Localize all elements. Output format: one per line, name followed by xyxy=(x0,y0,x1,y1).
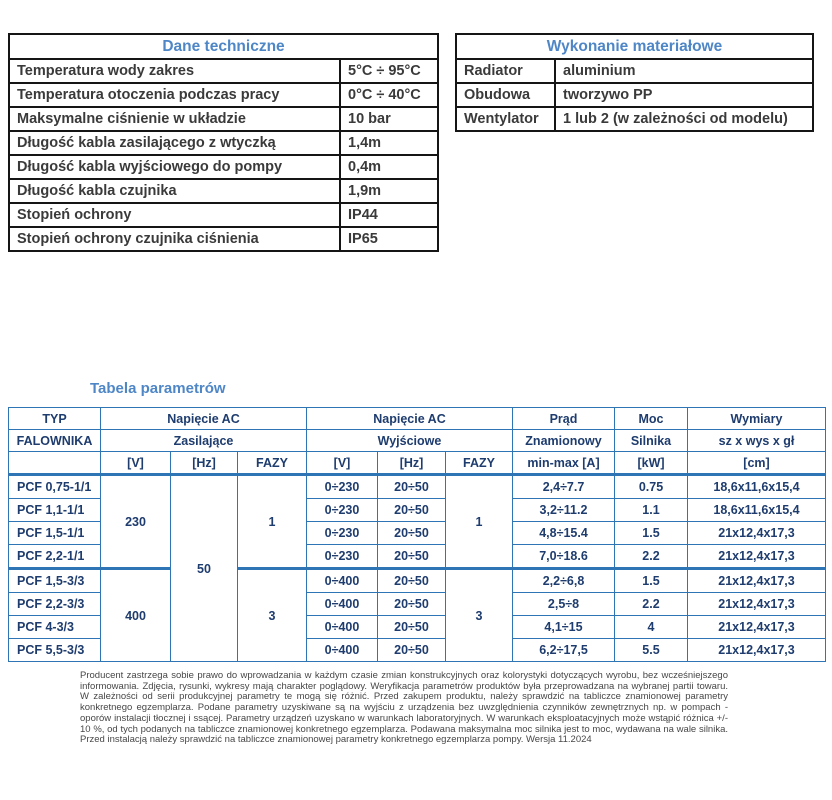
materials-table-header-row xyxy=(456,34,813,59)
technical-table-title: Dane techniczne xyxy=(9,34,438,59)
technical-row-label: Stopień ochrony czujnika ciśnienia xyxy=(9,227,340,251)
unit-supply-phases: FAZY xyxy=(238,452,307,475)
materials-row xyxy=(456,83,813,107)
disclaimer-text: Producent zastrzega sobie prawo do wprowadzania w każdym czasie zmian konstrukcyjnych oraz kolorystyki dotyczących wyrobu, bez wcześniejszego informowania. Zdjęcia, rysunki, wykresy mają charakter poglądowy. Weryfikacja parametrów produktów była przeprowadzana na wybranej partii towaru. W zależności od serii produkcyjnej parametry te mogą się różnić. Przed zakupem produktu, należy sprawdzić na tabliczce znamionowej parametry konkretnego egzemplarza. Podane parametry uzyskiwane są na wyjściu z urządzenia bez uwzględnienia czynników zewnętrznych np. w pompach - oporów instalacji tłocznej i ssącej. Parametry urządzeń uzyskano w warunkach laboratoryjnych. W warunkach eksploatacyjnych może wstąpić różnica +/- 10 %, od tych podanych na tabliczce znamionowej konkretnego egzemplarza. Podawana maksymalna moc silnika jest to moc, wydawana na wale silnika. Przed instalacją należy sprawdzić na tabliczce znamionowej parametry konkretnego egzemplarza pompy. Wersja 11.2024 xyxy=(80,670,728,746)
param-header-row-2 xyxy=(9,430,826,452)
param-header-units-row xyxy=(9,452,826,475)
param-header-row-1 xyxy=(9,408,826,430)
materials-table xyxy=(455,33,814,132)
param-output-voltage: 0÷230 xyxy=(307,499,378,522)
technical-data-table xyxy=(8,33,439,252)
technical-row xyxy=(9,131,438,155)
technical-row-label: Stopień ochrony xyxy=(9,203,340,227)
param-current-range: 2,5÷8 xyxy=(513,593,615,616)
param-motor-power: 1.1 xyxy=(615,499,688,522)
parameters-table-title: Tabela parametrów xyxy=(90,380,226,397)
materials-row-value: aluminium xyxy=(555,59,813,83)
param-current-range: 6,2÷17,5 xyxy=(513,639,615,662)
technical-row-label: Długość kabla wyjściowego do pompy xyxy=(9,155,340,179)
technical-row-label: Maksymalne ciśnienie w układzie xyxy=(9,107,340,131)
param-output-frequency: 20÷50 xyxy=(378,616,446,639)
technical-row xyxy=(9,227,438,251)
param-dimensions: 21x12,4x17,3 xyxy=(688,639,826,662)
param-typ: PCF 1,1-1/1 xyxy=(9,499,101,522)
param-supply-phases: 1 xyxy=(238,475,307,569)
technical-row xyxy=(9,107,438,131)
param-output-frequency: 20÷50 xyxy=(378,639,446,662)
param-current-range: 4,8÷15.4 xyxy=(513,522,615,545)
header-current-label: Znamionowy xyxy=(513,430,615,452)
unit-current-range: min-max [A] xyxy=(513,452,615,475)
param-output-frequency: 20÷50 xyxy=(378,593,446,616)
technical-row-label: Temperatura otoczenia podczas pracy xyxy=(9,83,340,107)
header-current: Prąd xyxy=(513,408,615,430)
param-motor-power: 2.2 xyxy=(615,545,688,569)
param-supply-phases: 3 xyxy=(238,569,307,662)
header-supply-voltage: Napięcie AC xyxy=(101,408,307,430)
technical-row-value: IP44 xyxy=(340,203,438,227)
param-motor-power: 1.5 xyxy=(615,522,688,545)
parameters-table xyxy=(8,407,826,662)
header-power-label: Silnika xyxy=(615,430,688,452)
param-supply-voltage: 230 xyxy=(101,475,171,569)
technical-row-value: 10 bar xyxy=(340,107,438,131)
param-dimensions: 18,6x11,6x15,4 xyxy=(688,499,826,522)
technical-row-label: Temperatura wody zakres xyxy=(9,59,340,83)
technical-row xyxy=(9,59,438,83)
materials-row-label: Obudowa xyxy=(456,83,555,107)
param-dimensions: 21x12,4x17,3 xyxy=(688,545,826,569)
param-current-range: 2,4÷7.7 xyxy=(513,475,615,499)
technical-row-value: 0°C ÷ 40°C xyxy=(340,83,438,107)
param-supply-voltage: 400 xyxy=(101,569,171,662)
param-output-voltage: 0÷400 xyxy=(307,569,378,593)
param-output-frequency: 20÷50 xyxy=(378,522,446,545)
param-typ: PCF 0,75-1/1 xyxy=(9,475,101,499)
technical-row-value: 0,4m xyxy=(340,155,438,179)
technical-row xyxy=(9,179,438,203)
param-current-range: 4,1÷15 xyxy=(513,616,615,639)
param-supply-frequency: 50 xyxy=(171,475,238,662)
technical-row-value: IP65 xyxy=(340,227,438,251)
header-power: Moc xyxy=(615,408,688,430)
param-typ: PCF 5,5-3/3 xyxy=(9,639,101,662)
param-typ: PCF 2,2-3/3 xyxy=(9,593,101,616)
param-output-frequency: 20÷50 xyxy=(378,499,446,522)
header-output-label: Wyjściowe xyxy=(307,430,513,452)
unit-supply-hz: [Hz] xyxy=(171,452,238,475)
param-output-phases: 1 xyxy=(446,475,513,569)
materials-row-value: 1 lub 2 (w zależności od modelu) xyxy=(555,107,813,131)
param-row xyxy=(9,569,826,593)
param-output-frequency: 20÷50 xyxy=(378,475,446,499)
param-typ: PCF 2,2-1/1 xyxy=(9,545,101,569)
param-output-voltage: 0÷400 xyxy=(307,593,378,616)
technical-row-value: 1,9m xyxy=(340,179,438,203)
param-typ: PCF 1,5-3/3 xyxy=(9,569,101,593)
technical-row xyxy=(9,155,438,179)
technical-row xyxy=(9,203,438,227)
header-falownika: FALOWNIKA xyxy=(9,430,101,452)
header-typ: TYP xyxy=(9,408,101,430)
param-output-voltage: 0÷400 xyxy=(307,616,378,639)
param-motor-power: 5.5 xyxy=(615,639,688,662)
header-supply-label: Zasilające xyxy=(101,430,307,452)
param-dimensions: 21x12,4x17,3 xyxy=(688,593,826,616)
param-dimensions: 21x12,4x17,3 xyxy=(688,569,826,593)
param-output-phases: 3 xyxy=(446,569,513,662)
unit-output-phases: FAZY xyxy=(446,452,513,475)
param-output-voltage: 0÷230 xyxy=(307,475,378,499)
unit-cm: [cm] xyxy=(688,452,826,475)
param-output-frequency: 20÷50 xyxy=(378,545,446,569)
param-typ: PCF 1,5-1/1 xyxy=(9,522,101,545)
materials-row xyxy=(456,107,813,131)
param-output-frequency: 20÷50 xyxy=(378,569,446,593)
param-dimensions: 21x12,4x17,3 xyxy=(688,616,826,639)
param-row xyxy=(9,475,826,499)
param-typ: PCF 4-3/3 xyxy=(9,616,101,639)
param-current-range: 7,0÷18.6 xyxy=(513,545,615,569)
materials-row-label: Wentylator xyxy=(456,107,555,131)
unit-empty xyxy=(9,452,101,475)
param-motor-power: 1.5 xyxy=(615,569,688,593)
param-current-range: 3,2÷11.2 xyxy=(513,499,615,522)
materials-table-title: Wykonanie materiałowe xyxy=(456,34,813,59)
technical-row-label: Długość kabla zasilającego z wtyczką xyxy=(9,131,340,155)
param-output-voltage: 0÷230 xyxy=(307,522,378,545)
param-output-voltage: 0÷400 xyxy=(307,639,378,662)
param-motor-power: 2.2 xyxy=(615,593,688,616)
technical-row xyxy=(9,83,438,107)
header-output-voltage: Napięcie AC xyxy=(307,408,513,430)
param-output-voltage: 0÷230 xyxy=(307,545,378,569)
unit-supply-v: [V] xyxy=(101,452,171,475)
param-motor-power: 4 xyxy=(615,616,688,639)
param-dimensions: 21x12,4x17,3 xyxy=(688,522,826,545)
technical-table-header-row xyxy=(9,34,438,59)
param-motor-power: 0.75 xyxy=(615,475,688,499)
param-dimensions: 18,6x11,6x15,4 xyxy=(688,475,826,499)
materials-row-value: tworzywo PP xyxy=(555,83,813,107)
technical-row-value: 1,4m xyxy=(340,131,438,155)
materials-row xyxy=(456,59,813,83)
materials-row-label: Radiator xyxy=(456,59,555,83)
param-current-range: 2,2÷6,8 xyxy=(513,569,615,593)
header-dimensions: Wymiary xyxy=(688,408,826,430)
technical-row-label: Długość kabla czujnika xyxy=(9,179,340,203)
unit-output-hz: [Hz] xyxy=(378,452,446,475)
unit-kw: [kW] xyxy=(615,452,688,475)
header-dimensions-label: sz x wys x gł xyxy=(688,430,826,452)
technical-row-value: 5°C ÷ 95°C xyxy=(340,59,438,83)
unit-output-v: [V] xyxy=(307,452,378,475)
